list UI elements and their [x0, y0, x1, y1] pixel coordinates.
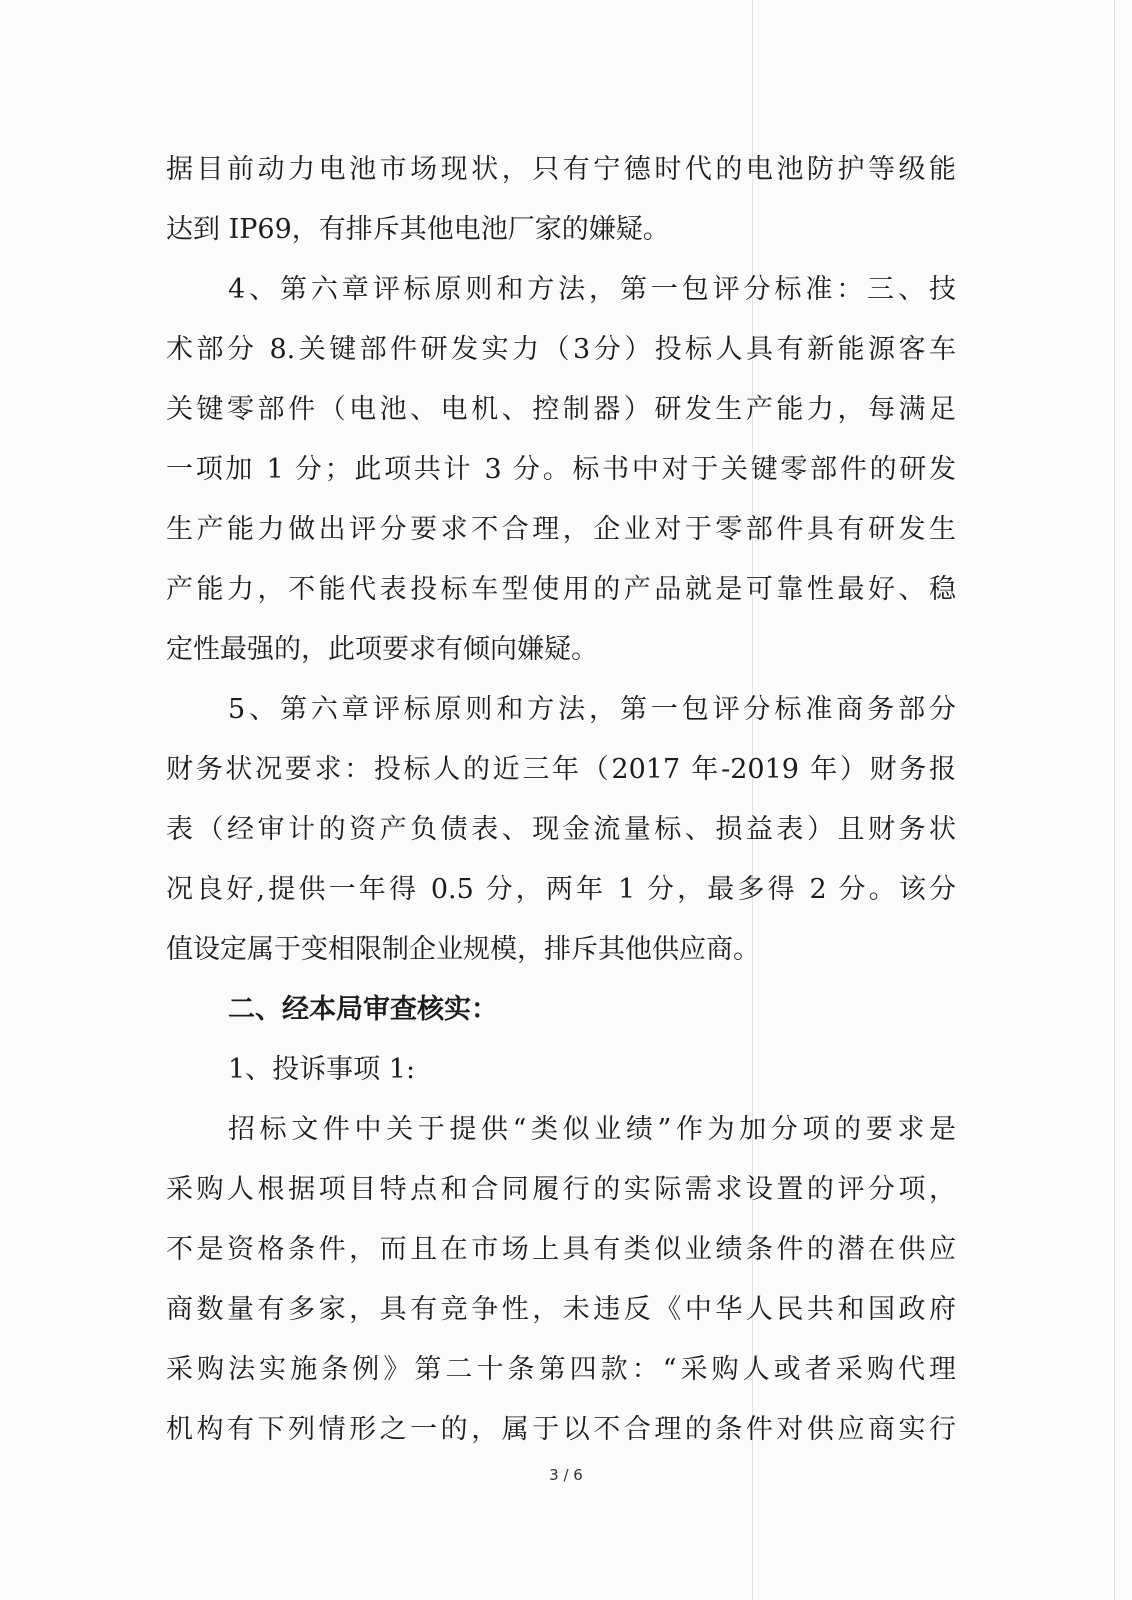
body-text [166, 140, 956, 1460]
scan-edge-line [1114, 0, 1115, 1600]
paragraph-line: 4、第六章评标原则和方法，第一包评分标准：三、技 [228, 274, 956, 305]
paragraph-line: 5、第六章评标原则和方法，第一包评分标准商务部分 [228, 694, 956, 725]
paragraph-line: 术部分 8.关键部件研发实力（3分）投标人具有新能源客车 [166, 334, 956, 365]
paragraph-line: 生产能力做出评分要求不合理，企业对于零部件具有研发生 [166, 514, 956, 545]
paragraph-line: 机构有下列情形之一的，属于以不合理的条件对供应商实行 [166, 1414, 956, 1445]
paragraph-line: 商数量有多家，具有竞争性，未违反《中华人民共和国政府 [166, 1294, 956, 1325]
paragraph-line: 不是资格条件，而且在市场上具有类似业绩条件的潜在供应 [166, 1234, 956, 1265]
paragraph-line: 表（经审计的资产负债表、现金流量标、损益表）且财务状 [166, 814, 956, 845]
paragraph-line: 采购法实施条例》第二十条第四款：“采购人或者采购代理 [166, 1354, 956, 1385]
paragraph-line: 一项加 1 分；此项共计 3 分。标书中对于关键零部件的研发 [166, 454, 956, 485]
paragraph-line: 况良好,提供一年得 0.5 分，两年 1 分，最多得 2 分。该分 [166, 874, 956, 905]
paragraph-line: 产能力，不能代表投标车型使用的产品就是可靠性最好、稳 [166, 574, 956, 605]
section-heading: 二、经本局审查核实： [228, 994, 498, 1025]
paragraph-line: 关键零部件（电池、电机、控制器）研发生产能力，每满足 [166, 394, 956, 425]
paragraph-line: 达到 IP69，有排斥其他电池厂家的嫌疑。 [166, 214, 670, 245]
paragraph-line: 财务状况要求：投标人的近三年（2017 年-2019 年）财务报 [166, 754, 956, 785]
subsection-heading: 1、投诉事项 1: [228, 1054, 416, 1085]
paragraph-line: 据目前动力电池市场现状，只有宁德时代的电池防护等级能 [166, 154, 956, 185]
page-number: 3 / 6 [549, 1466, 583, 1484]
paragraph-line: 采购人根据项目特点和合同履行的实际需求设置的评分项， [166, 1174, 956, 1205]
paragraph-line: 招标文件中关于提供“类似业绩”作为加分项的要求是 [228, 1114, 956, 1145]
paragraph-line: 定性最强的，此项要求有倾向嫌疑。 [166, 634, 598, 665]
paragraph-line: 值设定属于变相限制企业规模，排斥其他供应商。 [166, 934, 760, 965]
